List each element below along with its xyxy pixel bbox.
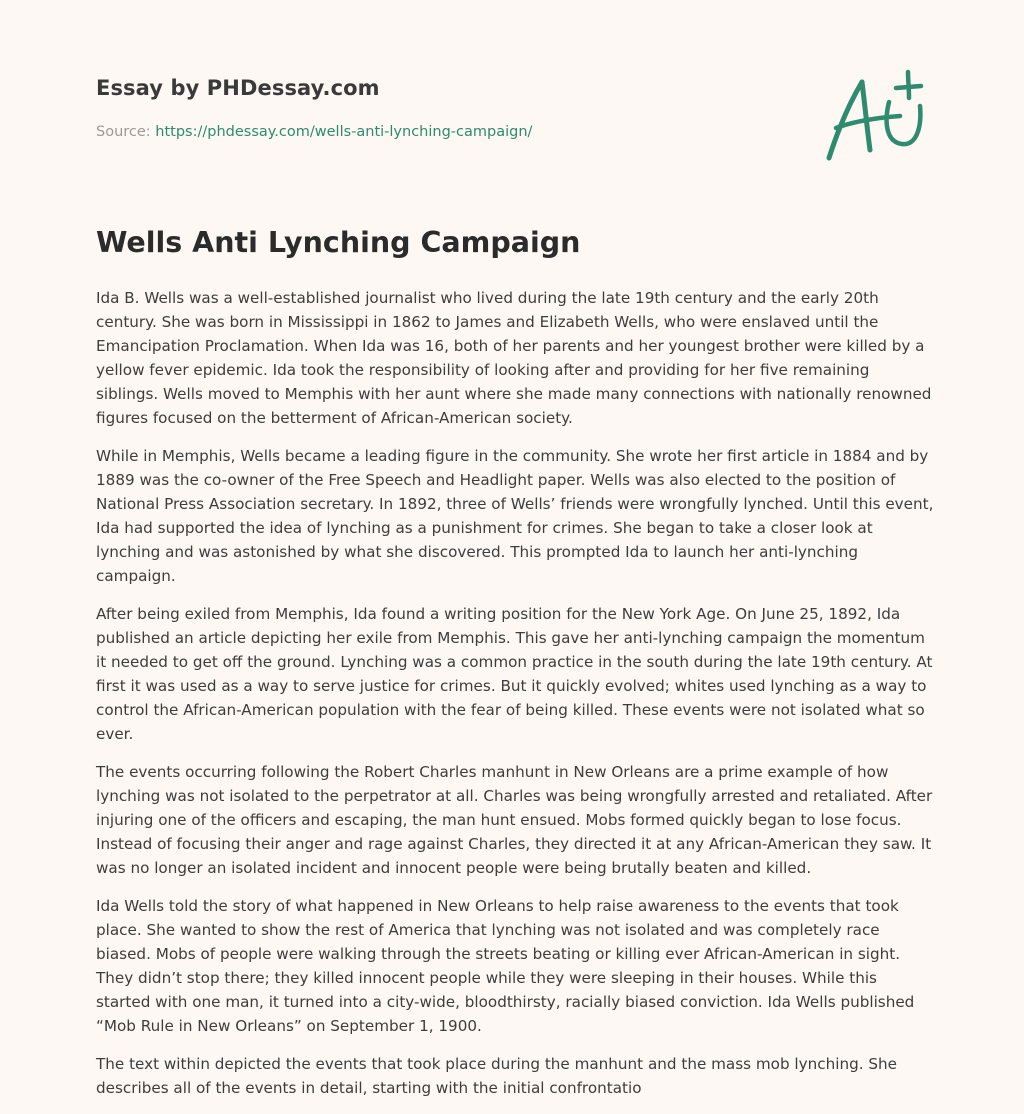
essay-body — [96, 286, 936, 1114]
essay-title: Wells Anti Lynching Campaign — [96, 226, 581, 259]
essay-paragraph: After being exiled from Memphis, Ida found a writing position for the New York Age. On June 25, 1892, Ida published an article depicting her exile from Memphis. This gave her anti-lynching campaign the momentum it needed to get off the ground. Lynching was a common practice in the south during the late 19th century. At first it was used as a way to serve justice for crimes. But it quickly evolved; whites used lynching as a way to control the African-American population with the fear of being killed. These events were not isolated what so ever. — [96, 605, 933, 743]
a-plus-logo-icon — [822, 66, 930, 166]
source-link[interactable]: https://phdessay.com/wells-anti-lynching-campaign/ — [155, 124, 533, 140]
essay-paragraph: Ida Wells told the story of what happened in New Orleans to help raise awareness to the events that took place. She wanted to show the rest of America that lynching was not isolated and was completely race biased. Mobs of people were walking through the streets beating or killing ever African-American in sight. They didn’t stop there; they killed innocent people while they were sleeping in their houses. While this started with one man, it turned into a city-wide, bloodthirsty, racially biased conviction. Ida Wells published “Mob Rule in New Orleans” on September 1, 1900. — [96, 897, 915, 1035]
essay-paragraph: Ida B. Wells was a well-established journalist who lived during the late 19th century and the early 20th century. She was born in Mississippi in 1862 to James and Elizabeth Wells, who were enslaved until the Emancipation Proclamation. When Ida was 16, both of her parents and her youngest brother were killed by a yellow fever epidemic. Ida took the responsibility of looking after and providing for her five remaining siblings. Wells moved to Memphis with her aunt where she made many connections with nationally renowned figures focused on the betterment of African-American society. — [96, 289, 932, 427]
site-brand: Essay by PHDessay.com — [96, 76, 380, 100]
source-line — [96, 124, 532, 140]
essay-paragraph: The text within depicted the events that took place during the manhunt and the mass mob lynching. She describes all of the events in detail, starting with the initial confrontatio — [96, 1055, 897, 1097]
source-label: Source: — [96, 124, 156, 140]
essay-paragraph: The events occurring following the Robert Charles manhunt in New Orleans are a prime example of how lynching was not isolated to the perpetrator at all. Charles was being wrongfully arrested and retaliated. After injuring one of the officers and escaping, the man hunt ensued. Mobs formed quickly began to lose focus. Instead of focusing their anger and rage against Charles, they directed it at any African-American they saw. It was no longer an isolated incident and innocent people were being brutally beaten and killed. — [96, 763, 933, 877]
essay-paragraph: While in Memphis, Wells became a leading figure in the community. She wrote her first article in 1884 and by 1889 was the co-owner of the Free Speech and Headlight paper. Wells was also elected to the position of National Press Association secretary. In 1892, three of Wells’ friends were wrongfully lynched. Until this event, Ida had supported the idea of lynching as a punishment for crimes. She began to take a closer look at lynching and was astonished by what she discovered. This prompted Ida to launch her anti-lynching campaign. — [96, 447, 934, 585]
